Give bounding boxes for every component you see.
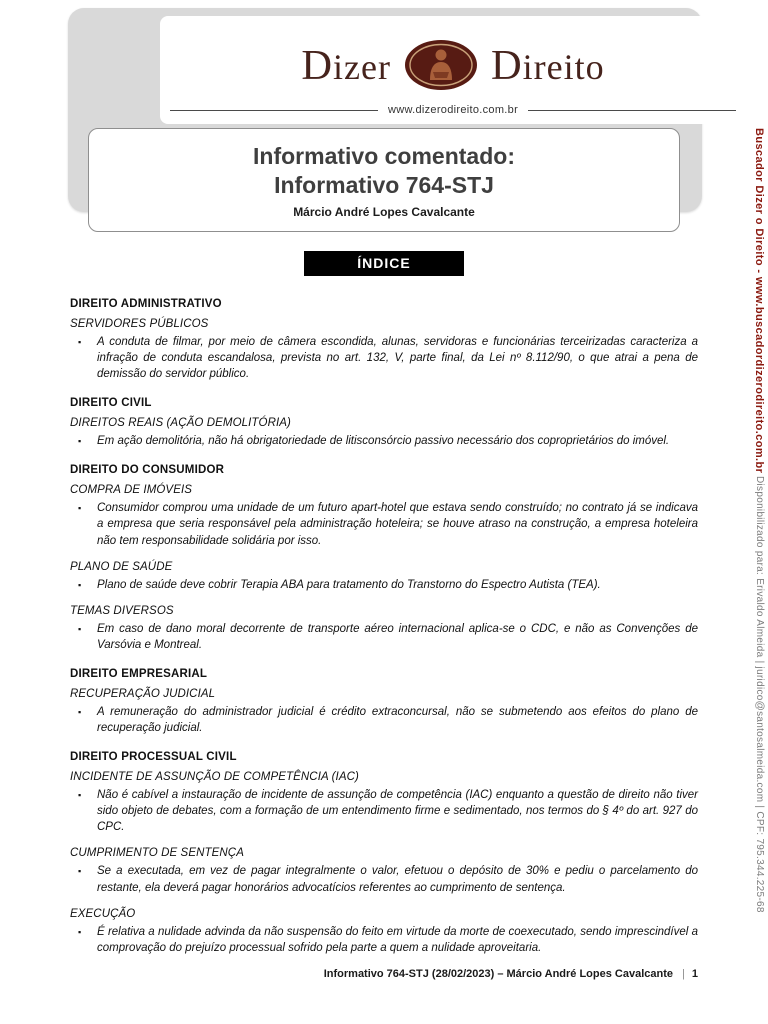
topic-subheading: CUMPRIMENTO DE SENTENÇA [70,847,244,860]
divider-line-left [170,110,378,111]
bullet-item [70,704,698,736]
topic-subheading: INCIDENTE DE ASSUNÇÃO DE COMPETÊNCIA (IAC) [70,771,359,784]
bullet-text: Em caso de dano moral decorrente de transporte aéreo internacional aplica-se o CDC, e não as Convenções de Varsóvia e Montreal. [97,622,698,651]
square-bullet-icon [78,621,97,653]
footer-separator: | [682,968,685,980]
square-bullet-icon [78,787,97,835]
bullet-text: Não é cabível a instauração de incidente de assunção de competência (IAC) enquanto a questão de direito não tiver sido objeto de debates, com a formação de um entendimento firme e sedimentado, nos termos do § 4º do art. 927 do CPC. [97,789,698,834]
logo-panel [160,16,746,124]
section-heading: DIREITO EMPRESARIAL [70,667,208,680]
section-direito-empresarial [70,668,698,736]
bullet-text: É relativa a nulidade advinda da não suspensão do feito em virtude da morte de coexecutado, sendo imprescindível a comprovação do prejuízo processual sofrido pela parte a quem a nulidade aproveitaria. [97,925,698,954]
index-content [70,251,698,971]
topic-subheading: RECUPERAÇÃO JUDICIAL [70,687,216,700]
topic [70,908,698,956]
square-bullet-icon [78,924,97,956]
topic-subheading: DIREITOS REAIS (AÇÃO DEMOLITÓRIA) [70,417,291,430]
bullet-text: A conduta de filmar, por meio de câmera escondida, alunas, servidoras e funcionárias terceirizadas caracteriza a infração de conduta escandalosa, prevista no art. 132, V, parte final, da Lei nº 8.112/90, o que atrai a pena de demissão do servidor público. [97,336,698,381]
bullet-item [70,577,698,593]
index-badge: ÍNDICE [304,251,464,276]
title-box [88,128,680,232]
divider-line-right [528,110,736,111]
logo-word-right: Direito [490,41,605,89]
bullet-text: Em ação demolitória, não há obrigatoriedade de litisconsórcio passivo necessário dos coproprietários do imóvel. [97,435,670,448]
topic-subheading: COMPRA DE IMÓVEIS [70,484,193,497]
topic-subheading: SERVIDORES PÚBLICOS [70,318,209,330]
watermark-line-2: Disponibilizado para: Erivaldo Almeida | juridico@santosalmeida.com | CPF: 795.344.225-68 [754,476,765,914]
bullet-text: Consumidor comprou uma unidade de um futuro apart-hotel que estava sendo construído; no contrato já se indicava a empresa que seria responsável pela administração hoteleira; se houve atraso na construção, a empresa hoteleira não tem responsabilidade solidária por isso. [97,502,698,547]
topic [70,561,698,593]
section-heading: DIREITO CIVIL [70,397,152,410]
bullet-item [70,500,698,548]
square-bullet-icon [78,334,97,382]
topic [70,605,698,653]
logo-oval-figure-icon [403,38,479,92]
footer-page-number: 1 [691,968,698,980]
author-name: Márcio André Lopes Cavalcante [293,204,475,219]
topic-subheading: PLANO DE SAÚDE [70,560,173,573]
section-heading: DIREITO DO CONSUMIDOR [70,464,225,477]
bullet-text: Plano de saúde deve cobrir Terapia ABA para tratamento do Transtorno do Espectro Autista (TEA). [97,578,601,591]
page-title-line-2: Informativo 764-STJ [274,171,494,198]
bullet-item [70,433,698,449]
bullet-item [70,787,698,835]
square-bullet-icon [78,500,97,548]
bullet-text: Se a executada, em vez de pagar integralmente o valor, efetuou o depósito de 30% e pediu o parcelamento do restante, ela deverá pagar honorários advocatícios referentes ao cumprimento de sentença. [97,865,698,894]
topic [70,771,698,835]
page-title-line-1: Informativo comentado: [253,143,515,169]
topic-subheading: TEMAS DIVERSOS [70,604,174,617]
topic [70,318,698,382]
section-direito-administrativo [70,298,698,382]
topic [70,417,698,449]
section-heading: DIREITO ADMINISTRATIVO [70,298,222,310]
bullet-item [70,863,698,895]
logo [160,38,746,92]
section-heading: DIREITO PROCESSUAL CIVIL [70,751,237,764]
topic [70,847,698,895]
footer-text: Informativo 764-STJ (28/02/2023) – Márcio André Lopes Cavalcante [323,968,674,980]
topic [70,484,698,548]
square-bullet-icon [78,863,97,895]
section-direito-do-consumidor [70,464,698,653]
website-url: www.dizerodireito.com.br [387,104,519,116]
square-bullet-icon [78,704,97,736]
watermark-line-1: Buscador Dizer o Direito - www.buscadordizerodireito.com.br [753,128,765,474]
bullet-item [70,621,698,653]
side-watermark [753,128,765,913]
logo-word-left: Dizer [301,41,391,89]
topic [70,688,698,736]
topic-subheading: EXECUÇÃO [70,907,136,920]
bullet-text: A remuneração do administrador judicial é crédito extraconcursal, não se submetendo aos efeitos do plano de recuperação judicial. [97,705,698,735]
bullet-item [70,334,698,382]
section-direito-civil [70,397,698,449]
website-row [160,104,746,124]
square-bullet-icon [78,577,97,593]
page-footer [324,968,698,980]
bullet-item [70,924,698,956]
square-bullet-icon [78,433,97,449]
section-direito-processual-civil [70,751,698,956]
